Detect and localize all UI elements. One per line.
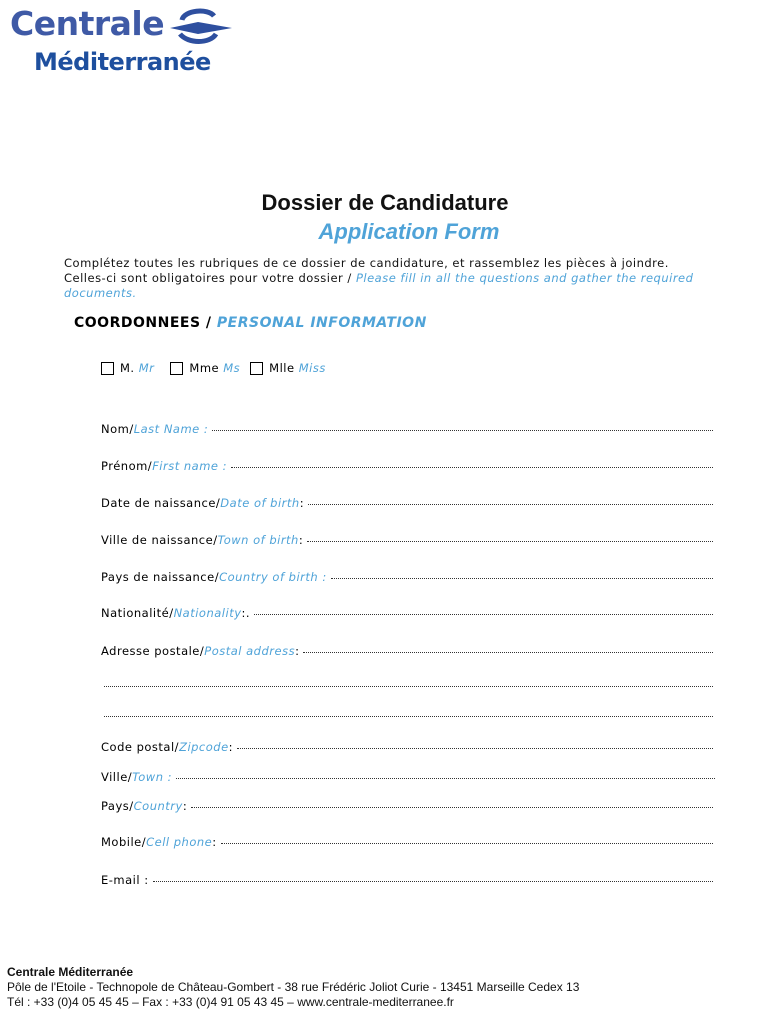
field-postal-address-suffix: : (295, 644, 300, 658)
field-email (101, 869, 713, 887)
field-zipcode (101, 736, 713, 754)
footer-address: Pôle de l'Etoile - Technopole de Château-Gombert - 38 rue Frédéric Joliot Curie - 13451 Marseille Cedex 13 (7, 980, 580, 994)
field-town (101, 766, 715, 784)
logo-text-mediterranee: Méditerranée (34, 48, 211, 76)
section-heading (74, 315, 427, 331)
centrale-logo (10, 4, 240, 78)
field-mobile-label-en: Cell phone (146, 835, 213, 849)
field-birth-country-label-en: Country of birth : (219, 570, 327, 584)
field-nationality-label-en: Nationality (173, 606, 242, 620)
section-heading-french: COORDONNEES / (74, 315, 217, 331)
email-input-line[interactable] (153, 867, 713, 882)
field-birth-town-suffix: : (298, 533, 304, 547)
field-zipcode-label-en: Zipcode (179, 740, 229, 754)
country-input-line[interactable] (191, 793, 713, 808)
field-nationality-suffix: :. (241, 606, 251, 620)
section-heading-english: PERSONAL INFORMATION (216, 315, 427, 331)
town-input-line[interactable] (176, 764, 715, 779)
field-mobile-label: Mobile/ (101, 835, 147, 849)
intro-line-1: Complétez toutes les rubriques de ce dossier de candidature, et rassemblez les pièces à joindre. (64, 256, 669, 270)
page-footer (7, 965, 579, 1010)
checkbox-mr[interactable] (101, 362, 114, 375)
field-postal-address-label: Adresse postale/ (101, 644, 205, 658)
birth-country-input-line[interactable] (331, 564, 713, 579)
field-last-name-label-en: Last Name : (133, 422, 209, 436)
option-miss-en: Miss (298, 361, 326, 375)
first-name-input-line[interactable] (231, 453, 713, 468)
intro-english: Please fill in all the questions and gather the required documents. (64, 271, 694, 300)
last-name-input-line[interactable] (212, 416, 713, 431)
option-mr-en: Mr (138, 361, 155, 375)
field-birth-town-label-en: Town of birth (217, 533, 299, 547)
field-country-label-en: Country (133, 799, 183, 813)
field-first-name (101, 455, 713, 473)
field-postal-address-label-en: Postal address (204, 644, 296, 658)
intro-french: Celles-ci sont obligatoires pour votre dossier / (64, 271, 356, 285)
option-ms[interactable] (170, 361, 240, 375)
option-ms-en: Ms (223, 361, 241, 375)
nationality-input-line[interactable] (254, 600, 713, 615)
title-english: Application Form (318, 219, 500, 244)
field-last-name (101, 418, 713, 436)
birth-date-input-line[interactable] (308, 490, 713, 505)
field-first-name-label-en: First name : (152, 459, 228, 473)
field-last-name-label: Nom/ (101, 422, 134, 436)
field-first-name-label: Prénom/ (101, 459, 153, 473)
postal-address-input-line-3[interactable] (104, 716, 713, 717)
star-sphere-logo-icon (168, 8, 234, 48)
field-postal-address (101, 640, 713, 658)
field-mobile-suffix: : (212, 835, 217, 849)
field-country (101, 795, 713, 813)
field-birth-town-label: Ville de naissance/ (101, 533, 218, 547)
field-mobile (101, 831, 713, 849)
field-zipcode-suffix: : (228, 740, 234, 754)
postal-address-input-line[interactable] (303, 638, 713, 653)
logo-text-centrale: Centrale (10, 4, 165, 43)
footer-organization: Centrale Méditerranée (7, 965, 134, 979)
field-town-label: Ville/ (101, 770, 133, 784)
form-title (0, 190, 770, 245)
checkbox-miss[interactable] (250, 362, 263, 375)
birth-town-input-line[interactable] (307, 527, 713, 542)
field-birth-date-suffix: : (299, 496, 305, 510)
field-birth-country-label: Pays de naissance/ (101, 570, 220, 584)
title-french: Dossier de Candidature (261, 190, 509, 215)
field-birth-country (101, 566, 713, 584)
field-country-label: Pays/ (101, 799, 134, 813)
field-nationality-label: Nationalité/ (101, 606, 174, 620)
field-email-label: E-mail : (101, 873, 149, 887)
field-birth-date-label-en: Date of birth (220, 496, 300, 510)
field-zipcode-label: Code postal/ (101, 740, 180, 754)
option-mr[interactable] (101, 361, 154, 375)
footer-contact: Tél : +33 (0)4 05 45 45 – Fax : +33 (0)4 91 05 43 45 – www.centrale-mediterranee.fr (7, 995, 454, 1009)
field-nationality (101, 602, 713, 620)
field-birth-date-label: Date de naissance/ (101, 496, 221, 510)
checkbox-ms[interactable] (170, 362, 183, 375)
option-miss[interactable] (250, 361, 326, 375)
field-country-suffix: : (182, 799, 188, 813)
zipcode-input-line[interactable] (237, 734, 713, 749)
option-ms-fr: Mme (189, 361, 220, 375)
field-birth-date (101, 492, 713, 510)
mobile-input-line[interactable] (221, 829, 713, 844)
intro-line-2 (64, 271, 724, 301)
postal-address-input-line-2[interactable] (104, 686, 713, 687)
field-town-label-en: Town : (132, 770, 173, 784)
field-birth-town (101, 529, 713, 547)
civility-options (101, 361, 336, 375)
option-miss-fr: Mlle (269, 361, 295, 375)
intro-paragraph (64, 256, 724, 301)
option-mr-fr: M. (120, 361, 135, 375)
